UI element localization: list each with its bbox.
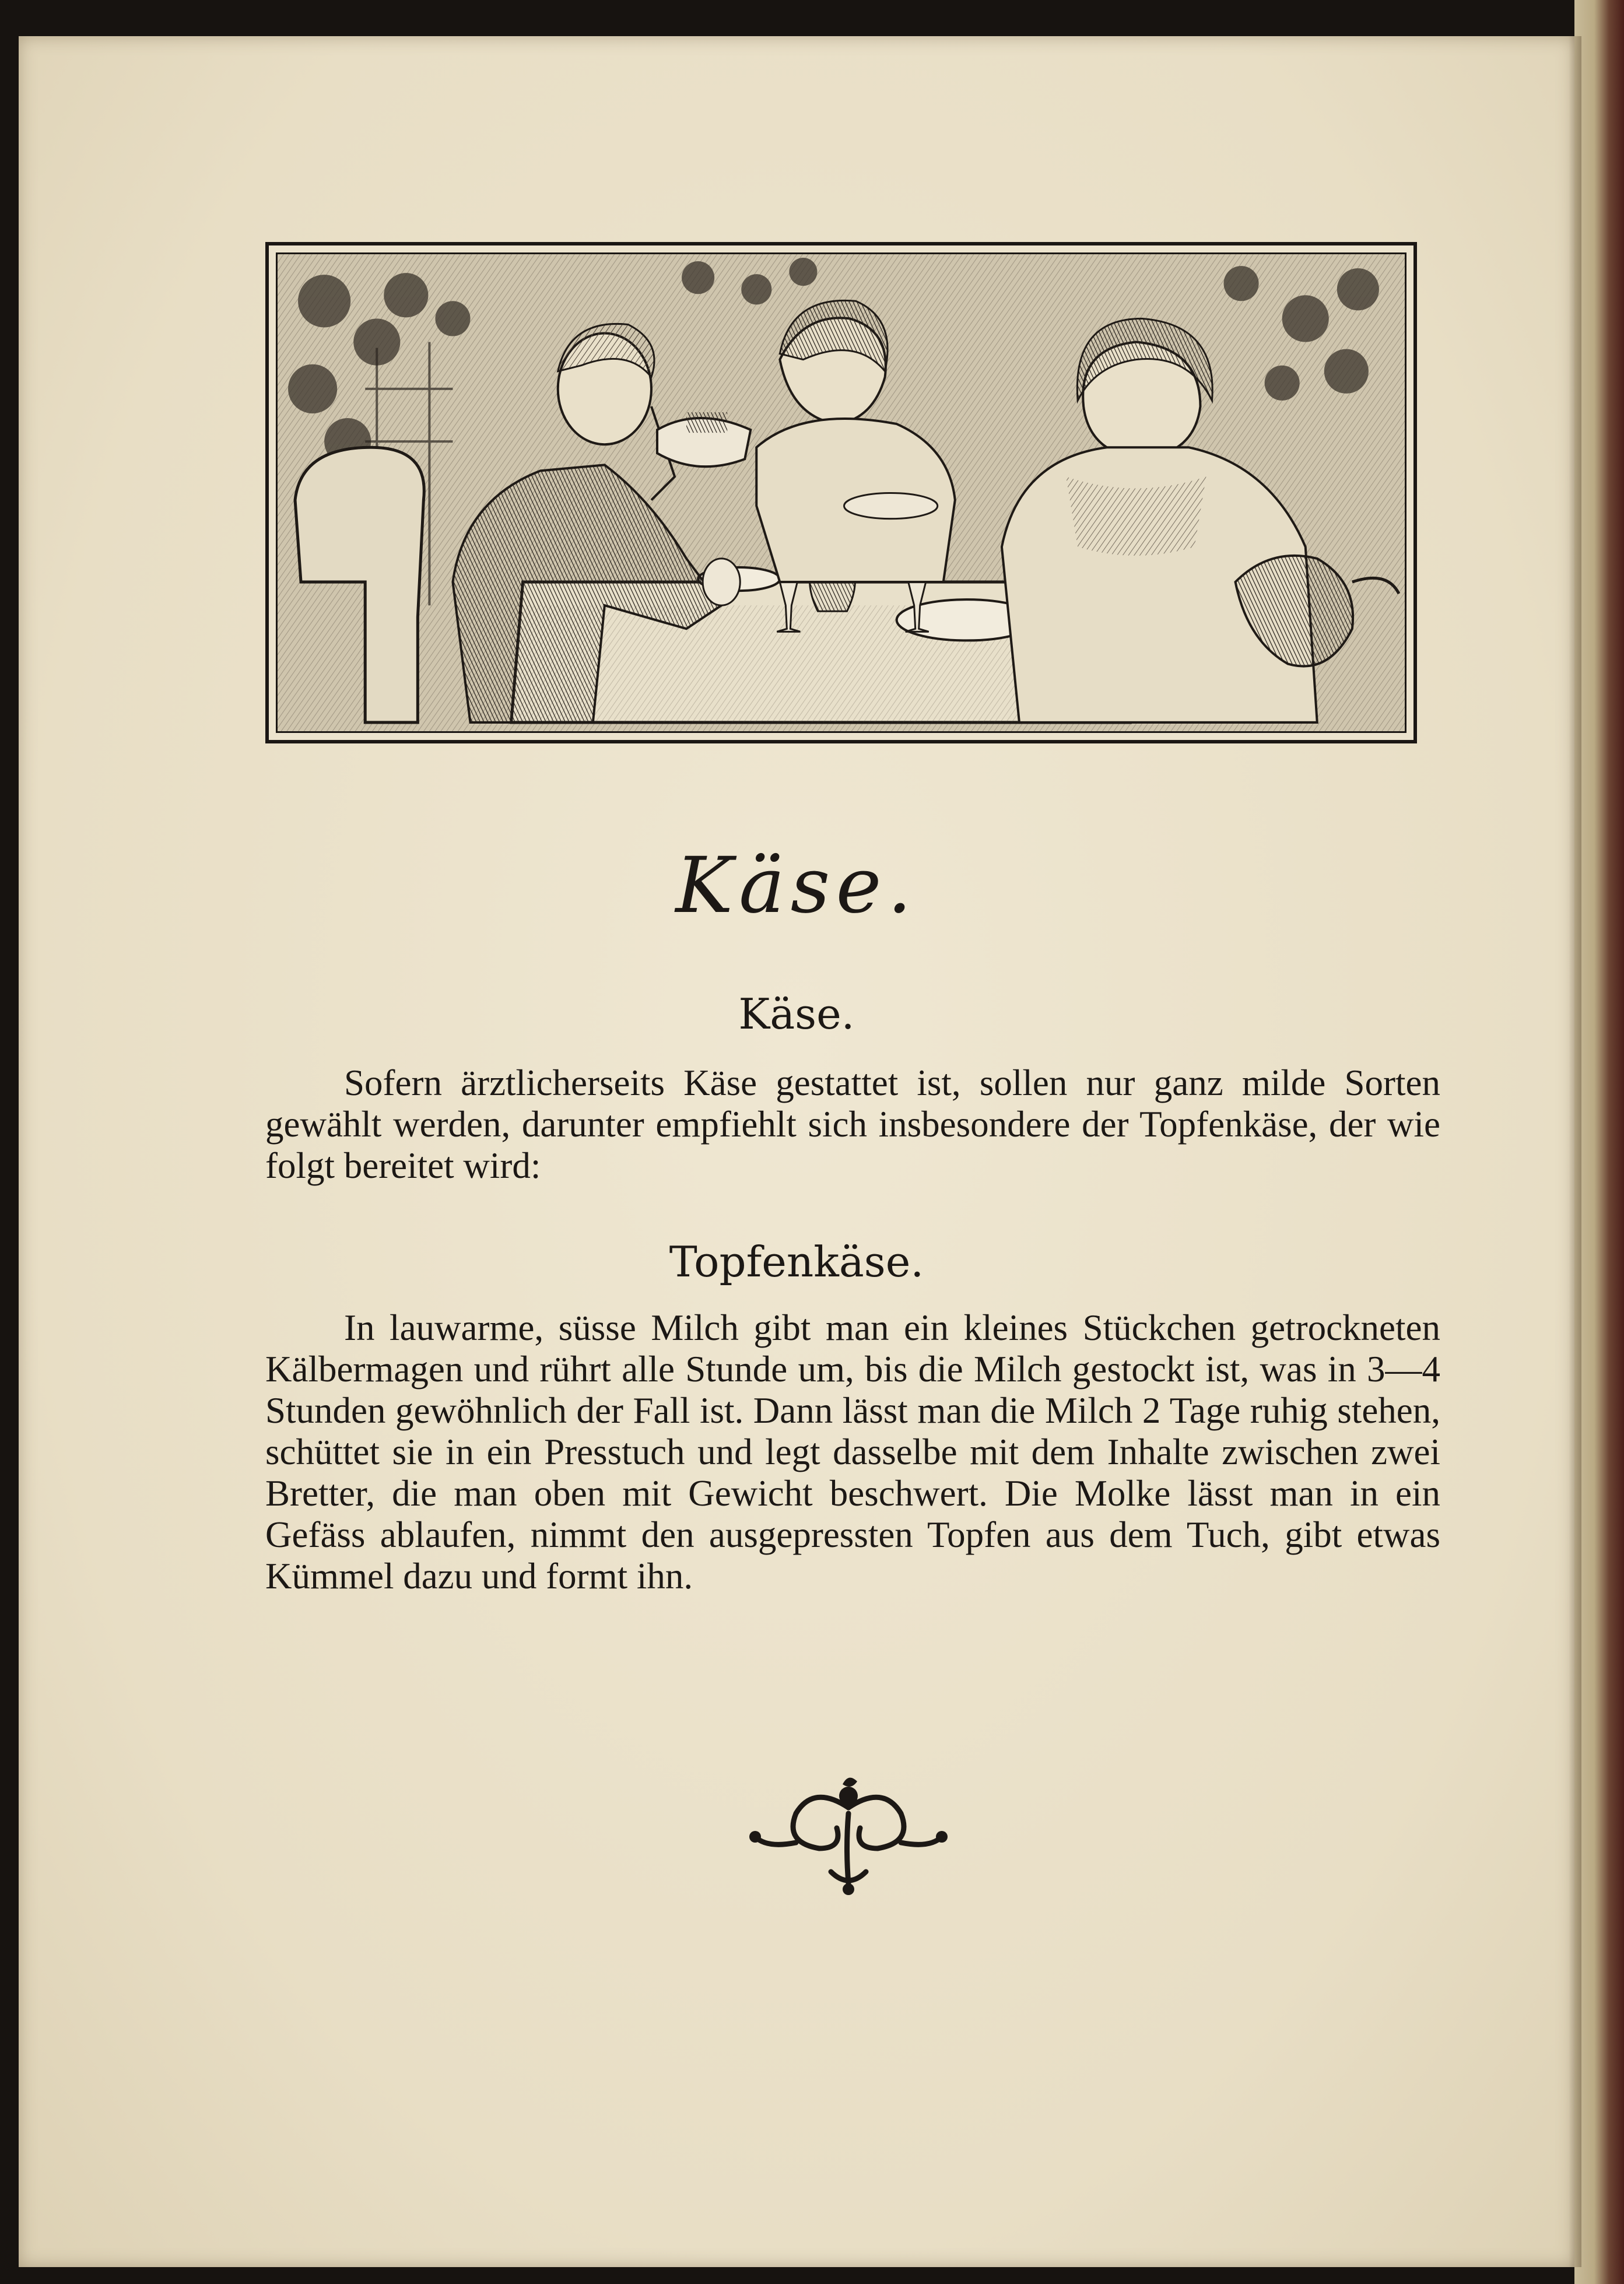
page-gutter-shadow: [1569, 36, 1581, 2267]
intro-paragraph: Sofern ärztlicherseits Käse gestattet ist, sollen nur ganz milde Sorten gewählt werden, darunter empfiehlt sich insbesondere der Topfenkäse, der wie folgt bereitet wird:: [265, 1062, 1440, 1186]
recipe-heading: Topfenkäse.: [669, 1237, 924, 1286]
recipe-paragraph: In lauwarme, süsse Milch gibt man ein kleines Stückchen getrockneten Kälbermagen und rührt alle Stunde um, bis die Milch gestockt ist, was in 3—4 Stunden gewöhnlich der Fall ist. Dann lässt man die Milch 2 Tage ruhig stehen, schüttet sie in ein Presstuch und legt dasselbe mit dem Inhalte zwischen zwei Bretter, die man oben mit Gewicht beschwert. Die Molke lässt man in ein Gefäss ablaufen, nimmt den ausgepressten Topfen aus dem Tuch, gibt etwas Kümmel dazu und formt ihn.: [265, 1307, 1440, 1597]
book-page: [19, 36, 1574, 2267]
section-heading: Käse.: [738, 990, 855, 1038]
book-spine: [1574, 0, 1624, 2284]
floral-vignette-ornament-icon: [743, 1773, 953, 1901]
illustration-engraving: [276, 252, 1406, 733]
header-illustration: [265, 242, 1417, 743]
decorative-title: Käse.: [675, 841, 918, 931]
